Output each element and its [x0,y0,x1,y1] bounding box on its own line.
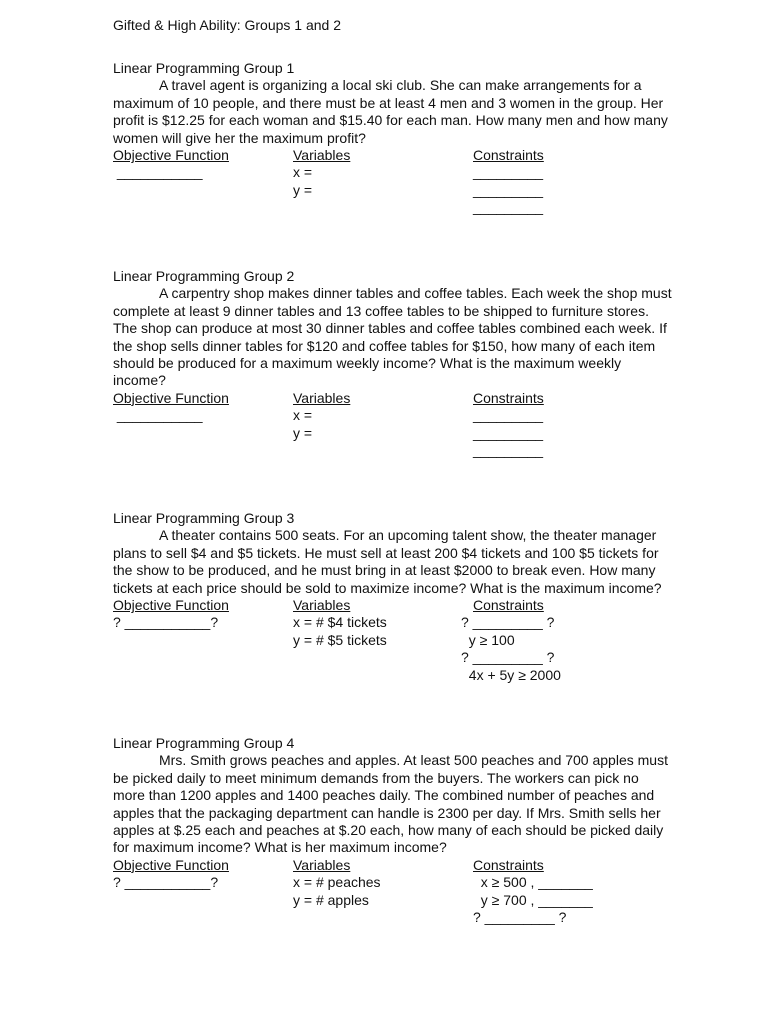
objective-function-line: ___________ [113,164,203,181]
objective-function-line: ? ___________? [113,874,219,891]
group-title: Linear Programming Group 2 [113,268,295,284]
variables-line: y = [293,424,313,441]
variables-line: y = # apples [293,891,369,908]
variables-column [293,597,387,649]
problem-text: A carpentry shop makes dinner tables and coffee tables. Each week the shop must complete at least 9 dinner tables and 13 coffee tables to be shipped to furniture stores. The shop can produce at most 30 dinner tables and coffee tables combined each week. If the shop sells dinner tables for $120 and coffee tables for $150, how many of each item should be produced for a maximum weekly income? What is the maximum weekly income? [113,285,672,389]
objective-function-column [113,857,229,892]
constraints-line: x ≥ 500 , _______ [473,874,593,891]
problem-text: A theater contains 500 seats. For an upcoming talent show, the theater manager plans to sell $4 and $5 tickets. He must sell at least 200 $4 tickets and 100 $5 tickets for the show to be produced, and he must bring in at least $2000 to break even. How many tickets at each price should be sold to maximize income? What is the maximum income? [113,527,662,596]
problem-group-2 [113,268,673,460]
variables-line: y = # $5 tickets [293,631,387,648]
constraints-line: _________ [473,181,544,198]
constraints-line: _________ [473,424,544,441]
problem-group-4 [113,735,673,927]
constraints-heading: Constraints [473,597,544,614]
problem-text: Mrs. Smith grows peaches and apples. At least 500 peaches and 700 apples must be picked daily to meet minimum demands from the buyers. The workers can pick no more than 1200 apples and 1400 peaches daily. The combined number of peaches and apples that the packaging department can handle is 2300 per day. If Mrs. Smith sells her apples at $.25 each and peaches at $.20 each, how many of each should be picked daily for maximum income? What is her maximum income? [113,752,668,856]
constraints-line: 4x + 5y ≥ 2000 [461,666,561,683]
variables-line: x = [293,407,313,424]
variables-line: x = # peaches [293,874,381,891]
objective-function-column [113,147,229,182]
group-title: Linear Programming Group 3 [113,510,295,526]
variables-heading: Variables [293,856,351,873]
constraints-heading: Constraints [473,389,544,406]
variables-line: y = [293,181,313,198]
constraints-column [473,857,593,927]
problem-group-3 [113,510,673,683]
constraints-line: ? _________ ? [461,649,555,666]
variables-line: x = # $4 tickets [293,614,387,631]
problem-group-1 [113,60,673,217]
answer-columns [113,857,673,927]
constraints-column [473,147,544,217]
constraints-line: ? _________ ? [473,909,567,926]
constraints-heading: Constraints [473,147,544,164]
variables-column [293,147,350,199]
constraints-line: _________ [473,442,544,459]
objective-function-heading: Objective Function [113,147,229,164]
constraints-line: _________ [473,407,544,424]
answer-columns [113,597,673,683]
constraints-line: ? _________ ? [461,614,555,631]
objective-function-line: ? ___________? [113,614,219,631]
constraints-line: _________ [473,164,544,181]
constraints-line: y ≥ 700 , _______ [473,891,593,908]
variables-column [293,857,381,909]
constraints-column [461,597,561,684]
constraints-line: y ≥ 100 [461,631,515,648]
answer-columns [113,147,673,217]
variables-heading: Variables [293,597,351,614]
variables-line: x = [293,164,313,181]
group-title: Linear Programming Group 1 [113,60,295,76]
objective-function-column [113,390,229,425]
group-title: Linear Programming Group 4 [113,735,295,751]
answer-columns [113,390,673,460]
objective-function-heading: Objective Function [113,597,229,614]
variables-column [293,390,350,442]
objective-function-heading: Objective Function [113,856,229,873]
variables-heading: Variables [293,147,351,164]
problem-text: A travel agent is organizing a local ski club. She can make arrangements for a maximum of 10 people, and there must be at least 4 men and 3 women in the group. Her profit is $12.25 for each woman and $15.40 for each man. How many men and how many women will give her the maximum profit? [113,77,668,146]
constraints-column [473,390,544,460]
objective-function-line: ___________ [113,407,203,424]
constraints-heading: Constraints [473,856,544,873]
objective-function-column [113,597,229,632]
constraints-line: _________ [473,199,544,216]
objective-function-heading: Objective Function [113,389,229,406]
document-header: Gifted & High Ability: Groups 1 and 2 [113,17,342,33]
variables-heading: Variables [293,389,351,406]
